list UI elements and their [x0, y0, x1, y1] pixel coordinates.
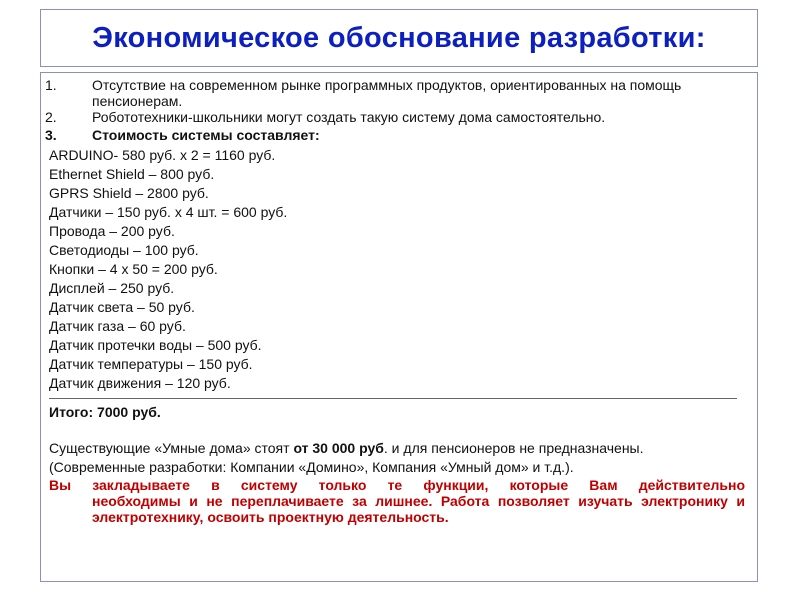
- conclusion-line-rest: необходимы и не переплачиваете за лишнее. Работа позволяет изучать электронику и электротехнику, освоить проектную деятельность.: [92, 493, 745, 525]
- cost-line: Датчик температуры – 150 руб.: [49, 356, 253, 372]
- existing-text-end: . и для пенсионеров не предназначены.: [383, 440, 644, 456]
- list-item: [41, 127, 757, 143]
- cost-line: Ethernet Shield – 800 руб.: [49, 166, 215, 182]
- numbered-list: [41, 77, 757, 143]
- conclusion-line-1: Вы закладываете в систему только те функции, которые Вам действительно: [49, 477, 745, 493]
- modern-developments-text: (Современные разработки: Компании «Домино», Компания «Умный дом» и т.д.).: [49, 459, 574, 475]
- cost-line: GPRS Shield – 2800 руб.: [49, 185, 209, 201]
- conclusion-text: [41, 477, 757, 525]
- content-frame: [40, 72, 758, 582]
- list-item-text: Робототехники-школьники могут создать такую систему дома самостоятельно.: [92, 109, 606, 125]
- title-frame: [40, 9, 758, 67]
- cost-line: Датчик газа – 60 руб.: [49, 318, 186, 334]
- divider-line: [49, 398, 737, 399]
- list-item-text: Отсутствие на современном рынке программных продуктов, ориентированных на помощь пенсионерам.: [92, 77, 682, 109]
- slide-title: Экономическое обоснование разработки:: [92, 21, 706, 54]
- cost-breakdown: [41, 146, 757, 393]
- list-item: [41, 109, 757, 125]
- cost-line: Кнопки – 4 х 50 = 200 руб.: [49, 261, 218, 277]
- list-number: 2.: [45, 109, 57, 125]
- cost-line: Провода – 200 руб.: [49, 223, 175, 239]
- cost-line: Датчики – 150 руб. х 4 шт. = 600 руб.: [49, 204, 288, 220]
- cost-line: Датчик протечки воды – 500 руб.: [49, 337, 262, 353]
- list-item: [41, 77, 757, 109]
- list-number: 1.: [45, 77, 57, 93]
- list-item-text: Стоимость системы составляет:: [92, 127, 320, 143]
- existing-text-start: Существующие «Умные дома» стоят: [49, 440, 294, 456]
- cost-line: Датчик движения – 120 руб.: [49, 375, 231, 391]
- existing-systems-text: [41, 439, 757, 458]
- cost-line: Светодиоды – 100 руб.: [49, 242, 199, 258]
- total-cost: Итого: 7000 руб.: [49, 404, 161, 420]
- cost-line: ARDUINO- 580 руб. х 2 = 1160 руб.: [49, 147, 276, 163]
- existing-price-bold: от 30 000 руб: [293, 440, 384, 456]
- cost-line: Дисплей – 250 руб.: [49, 280, 175, 296]
- list-number: 3.: [45, 127, 57, 143]
- cost-line: Датчик света – 50 руб.: [49, 299, 195, 315]
